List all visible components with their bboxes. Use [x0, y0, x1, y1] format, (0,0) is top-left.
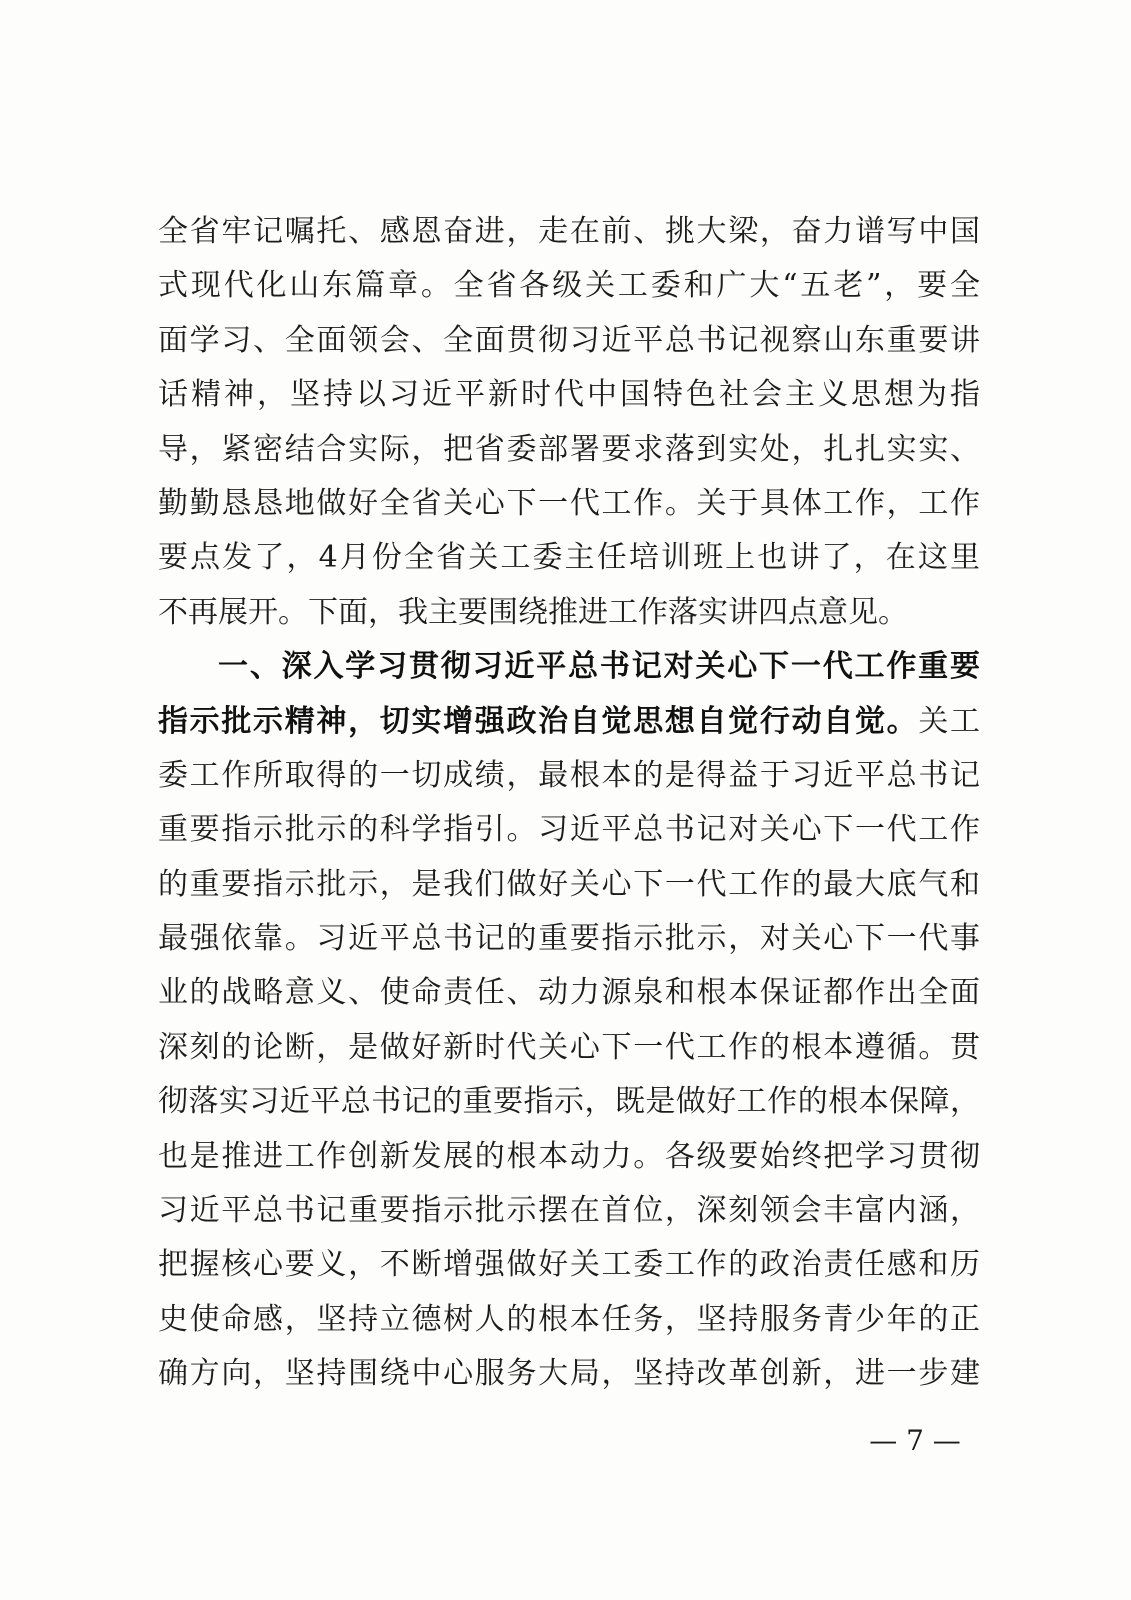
text-line: 的重要指示批示，是我们做好关心下一代工作的最大底气和 — [158, 866, 980, 902]
text-line: 面学习、全面领会、全面贯彻习近平总书记视察山东重要讲 — [158, 322, 980, 358]
text-line: 式现代化山东篇章。全省各级关工委和广大“五老”，要全 — [158, 268, 980, 304]
text-line: 要点发了，4月份全省关工委主任培训班上也讲了，在这里 — [158, 540, 980, 576]
page-number: — 7 — — [869, 1424, 961, 1457]
text-line: 也是推进工作创新发展的根本动力。各级要始终把学习贯彻 — [158, 1138, 980, 1174]
text-line: 全省牢记嘱托、感恩奋进，走在前、挑大梁，奋力谱写中国 — [158, 214, 980, 249]
text-line: 业的战略意义、使命责任、动力源泉和根本保证都作出全面 — [158, 975, 980, 1011]
text-line: 话精神，坚持以习近平新时代中国特色社会主义思想为指 — [158, 377, 980, 413]
text-line: 史使命感，坚持立德树人的根本任务，坚持服务青少年的正 — [158, 1301, 980, 1337]
text-line: 最强依靠。习近平总书记的重要指示批示，对关心下一代事 — [158, 921, 980, 957]
section-heading: 一、深入学习贯彻习近平总书记对关心下一代工作重要 — [218, 649, 980, 685]
text-line: 彻落实习近平总书记的重要指示，既是做好工作的根本保障， — [158, 1084, 980, 1120]
text-line: 深刻的论断，是做好新时代关心下一代工作的根本遵循。贯 — [158, 1029, 980, 1065]
text-line: 把握核心要义，不断增强做好关工委工作的政治责任感和历 — [158, 1247, 980, 1283]
section-heading-bold: 指示批示精神，切实增强政治自觉思想自觉行动自觉。 — [158, 703, 919, 739]
text-line: 习近平总书记重要指示批示摆在首位，深刻领会丰富内涵， — [158, 1193, 980, 1229]
text-line: 导，紧密结合实际，把省委部署要求落到实处，扎扎实实、 — [158, 431, 980, 467]
text-line: 不再展开。下面，我主要围绕推进工作落实讲四点意见。 — [158, 594, 908, 630]
text-line: 勤勤恳恳地做好全省关心下一代工作。关于具体工作，工作 — [158, 485, 980, 521]
text-line: 重要指示批示的科学指引。习近平总书记对关心下一代工作 — [158, 812, 980, 848]
section-heading-continuation — [158, 695, 980, 749]
body-text — [158, 205, 980, 1402]
text-line: 委工作所取得的一切成绩，最根本的是得益于习近平总书记 — [158, 757, 980, 793]
text-line: 确方向，坚持围绕中心服务大局，坚持改革创新，进一步建 — [158, 1356, 980, 1392]
section-heading-rest: 关工 — [918, 703, 980, 739]
